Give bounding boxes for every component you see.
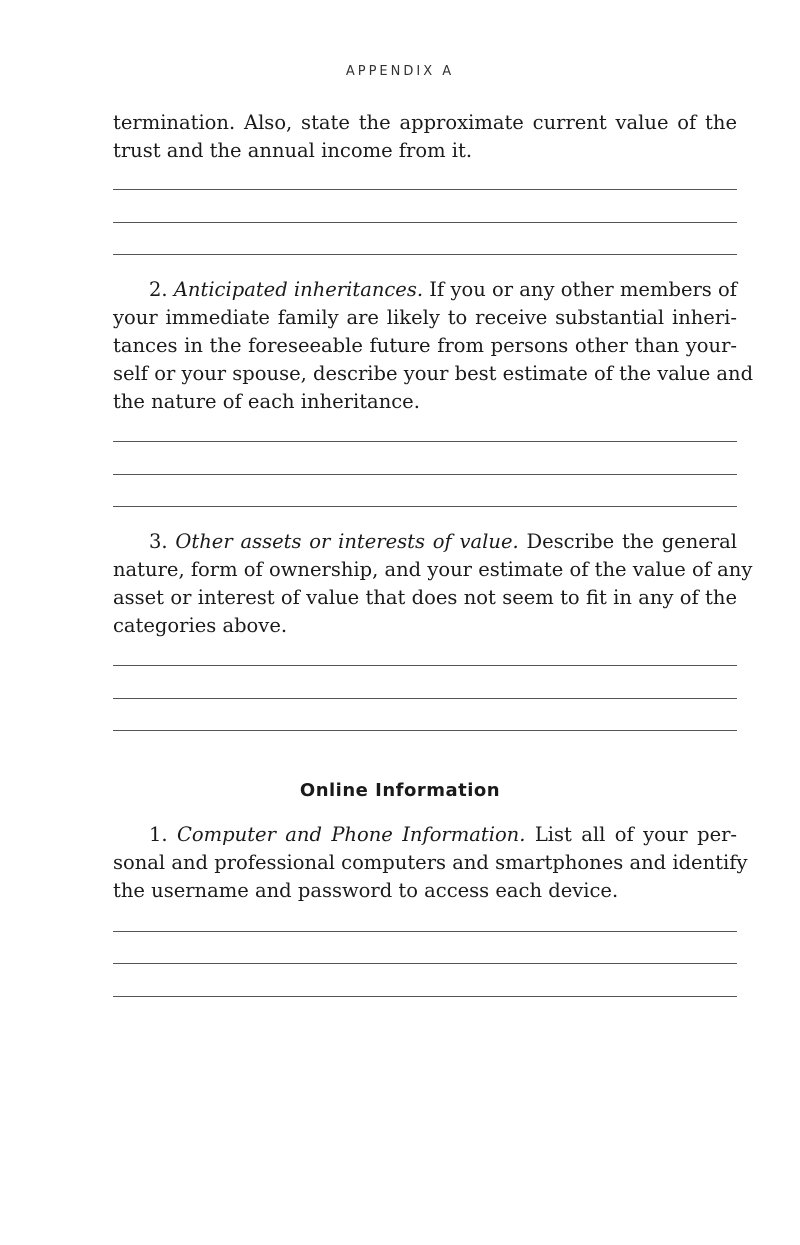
section-heading: Online Information xyxy=(299,780,501,801)
text-line: termination. Also, state the approximate current value of the xyxy=(113,111,737,134)
answer-line xyxy=(113,474,737,475)
item-text: If you or any other members of xyxy=(429,278,737,301)
text-line: asset or interest of value that does not seem to fit in any of the xyxy=(113,586,737,609)
text-line xyxy=(113,528,737,556)
item-anticipated-inheritances xyxy=(113,276,754,416)
item-title: Anticipated inheritances. xyxy=(173,278,424,301)
item-other-assets xyxy=(113,528,753,640)
item-number: 3. xyxy=(149,530,168,553)
item-text: List all of your per- xyxy=(534,823,738,846)
text-line: nature, form of ownership, and your estimate of the value of any xyxy=(113,558,753,581)
item-title: Computer and Phone Information. xyxy=(177,823,526,846)
answer-line xyxy=(113,254,737,255)
answer-line xyxy=(113,931,737,932)
text-line: trust and the annual income from it. xyxy=(113,139,473,162)
text-line: categories above. xyxy=(113,614,288,637)
text-line: the username and password to access each device. xyxy=(113,879,619,902)
item-number: 1. xyxy=(149,823,168,846)
text-line: the nature of each inheritance. xyxy=(113,390,420,413)
answer-line xyxy=(113,963,737,964)
answer-line xyxy=(113,996,737,997)
text-line: self or your spouse, describe your best estimate of the value and xyxy=(113,362,754,385)
answer-line xyxy=(113,189,737,190)
item-computer-phone-info xyxy=(113,821,748,905)
continuation-paragraph xyxy=(113,109,737,165)
answer-line xyxy=(113,441,737,442)
answer-line xyxy=(113,222,737,223)
text-line xyxy=(113,821,737,849)
answer-line xyxy=(113,698,737,699)
text-line: sonal and professional computers and smartphones and identify xyxy=(113,851,748,874)
item-title: Other assets or interests of value. xyxy=(175,530,519,553)
answer-line xyxy=(113,506,737,507)
text-line xyxy=(113,276,737,304)
text-line: your immediate family are likely to receive substantial inheri- xyxy=(113,306,737,329)
item-number: 2. xyxy=(149,278,168,301)
answer-line xyxy=(113,730,737,731)
running-header: APPENDIX A xyxy=(345,64,455,79)
answer-line xyxy=(113,665,737,666)
item-text: Describe the general xyxy=(526,530,738,553)
text-line: tances in the foreseeable future from persons other than your- xyxy=(113,334,737,357)
